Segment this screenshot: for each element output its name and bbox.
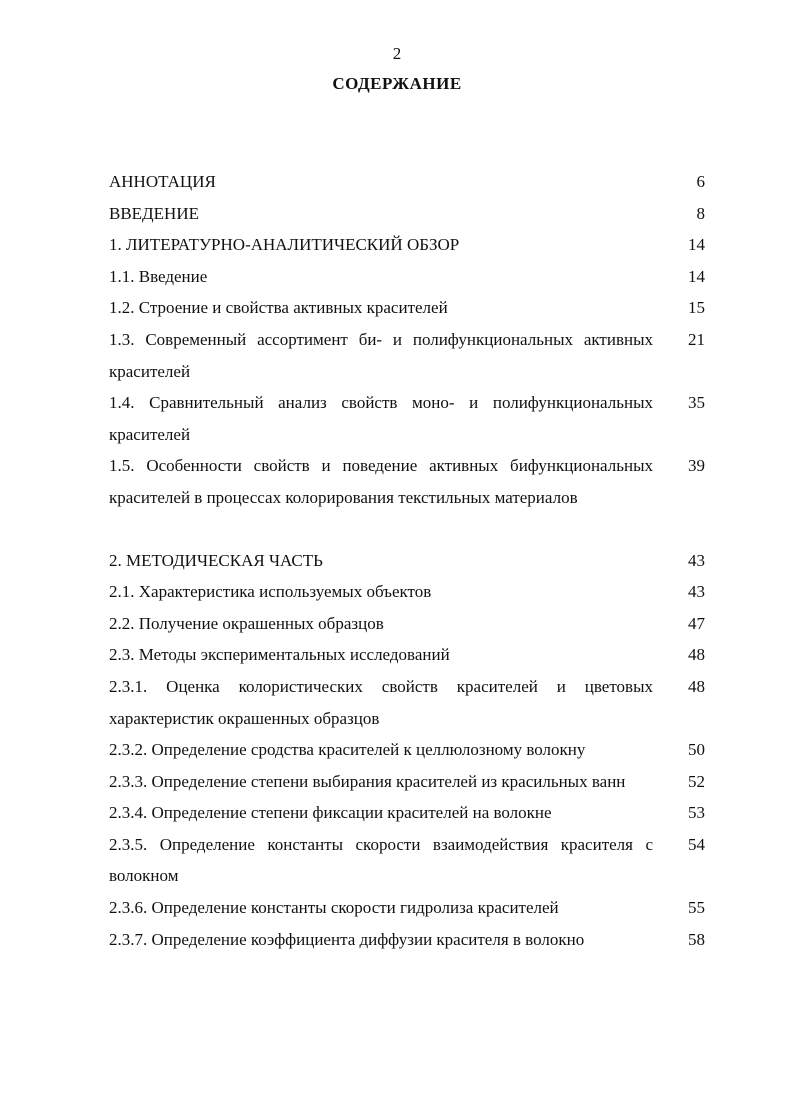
toc-entry-page: 6 [696,172,705,191]
toc-entry-1-2 [109,292,709,324]
toc-entry-introduction [109,198,709,230]
toc-entry-chapter-1 [109,229,709,261]
toc-entry-text: 2.3.6. Определение константы скорости гидролиза красителей [109,898,559,918]
toc-entry-text: 2. МЕТОДИЧЕСКАЯ ЧАСТЬ [109,550,323,570]
toc-entry-2-3-2 [109,734,709,766]
toc-entry-page: 48 [688,645,705,665]
toc-entry-1-3 [109,324,709,387]
toc-entry-1-1 [109,261,709,293]
toc-entry-1-4 [109,387,709,450]
toc-entry-page: 39 [688,456,705,476]
toc-entry-page: 43 [688,582,705,602]
toc-entry-page: 50 [688,740,705,760]
toc-entry-text: 2.3.3. Определение степени выбирания красителей из красильных ванн [109,771,626,791]
toc-entry-page: 14 [688,235,705,255]
toc-entry-page: 21 [688,329,705,349]
toc-entry-page: 8 [696,203,705,223]
toc-entry-2-3-6 [109,892,709,924]
toc-entry-chapter-2 [109,545,709,577]
toc-entry-page: 53 [688,803,705,823]
toc-entry-text: 1.3. Современный ассортимент би- и полифункциональных активных красителей [109,329,653,381]
toc-entry-text: 2.2. Получение окрашенных образцов [109,613,384,633]
toc-entry-text: 1.4. Сравнительный анализ свойств моно- и полифункциональных красителей [109,393,653,444]
toc-entry-page: 14 [688,266,705,286]
toc-entry-page: 35 [688,393,705,413]
toc-entry-text: 1. ЛИТЕРАТУРНО-АНАЛИТИЧЕСКИЙ ОБЗОР [109,235,460,255]
page-title: СОДЕРЖАНИЕ [332,74,462,93]
toc-entry-text: 2.3.7. Определение коэффициента диффузии красителя в волокно [109,929,585,949]
toc-entry-2-3-4 [109,797,709,829]
toc-entry-2-2 [109,608,709,640]
toc-entry-page: 15 [688,298,705,318]
toc-entry-page: 48 [688,676,705,696]
toc-entry-annotation [109,166,709,198]
toc-entry-text: АННОТАЦИЯ [109,172,216,191]
toc-entry-2-3-7 [109,924,709,956]
toc-entry-2-3-1 [109,671,709,734]
toc-entry-2-3 [109,639,709,671]
toc-entry-1-5 [109,450,709,513]
toc-entry-text: 2.3.4. Определение степени фиксации красителей на волокне [109,803,552,823]
toc-entry-text: 1.2. Строение и свойства активных красителей [109,298,448,318]
page-number: 2 [392,44,402,63]
toc-entry-text: 1.5. Особенности свойств и поведение активных бифункциональных красителей в процессах колорирования текстильных материалов [109,456,653,507]
toc-entry-page: 47 [688,613,705,633]
toc-entry-text: 2.1. Характеристика используемых объектов [109,582,432,602]
toc-entry-page: 54 [688,834,705,854]
table-of-contents [109,166,709,955]
toc-entry-page: 43 [688,550,705,570]
toc-entry-2-3-5 [109,829,709,892]
toc-entry-text: 2.3.2. Определение сродства красителей к целлюлозному волокну [109,740,586,760]
toc-entry-page: 55 [688,898,705,918]
toc-entry-text: 1.1. Введение [109,266,208,286]
toc-entry-page: 58 [688,929,705,949]
toc-entry-text: 2.3. Методы экспериментальных исследований [109,645,450,665]
toc-entry-text: ВВЕДЕНИЕ [109,203,199,223]
toc-entry-2-1 [109,576,709,608]
toc-entry-text: 2.3.5. Определение константы скорости взаимодействия красителя с волокном [109,834,653,886]
toc-entry-page: 52 [688,771,705,791]
toc-entry-text: 2.3.1. Оценка колористических свойств красителей и цветовых характеристик окрашенных образцов [109,676,653,728]
toc-entry-2-3-3 [109,766,709,798]
